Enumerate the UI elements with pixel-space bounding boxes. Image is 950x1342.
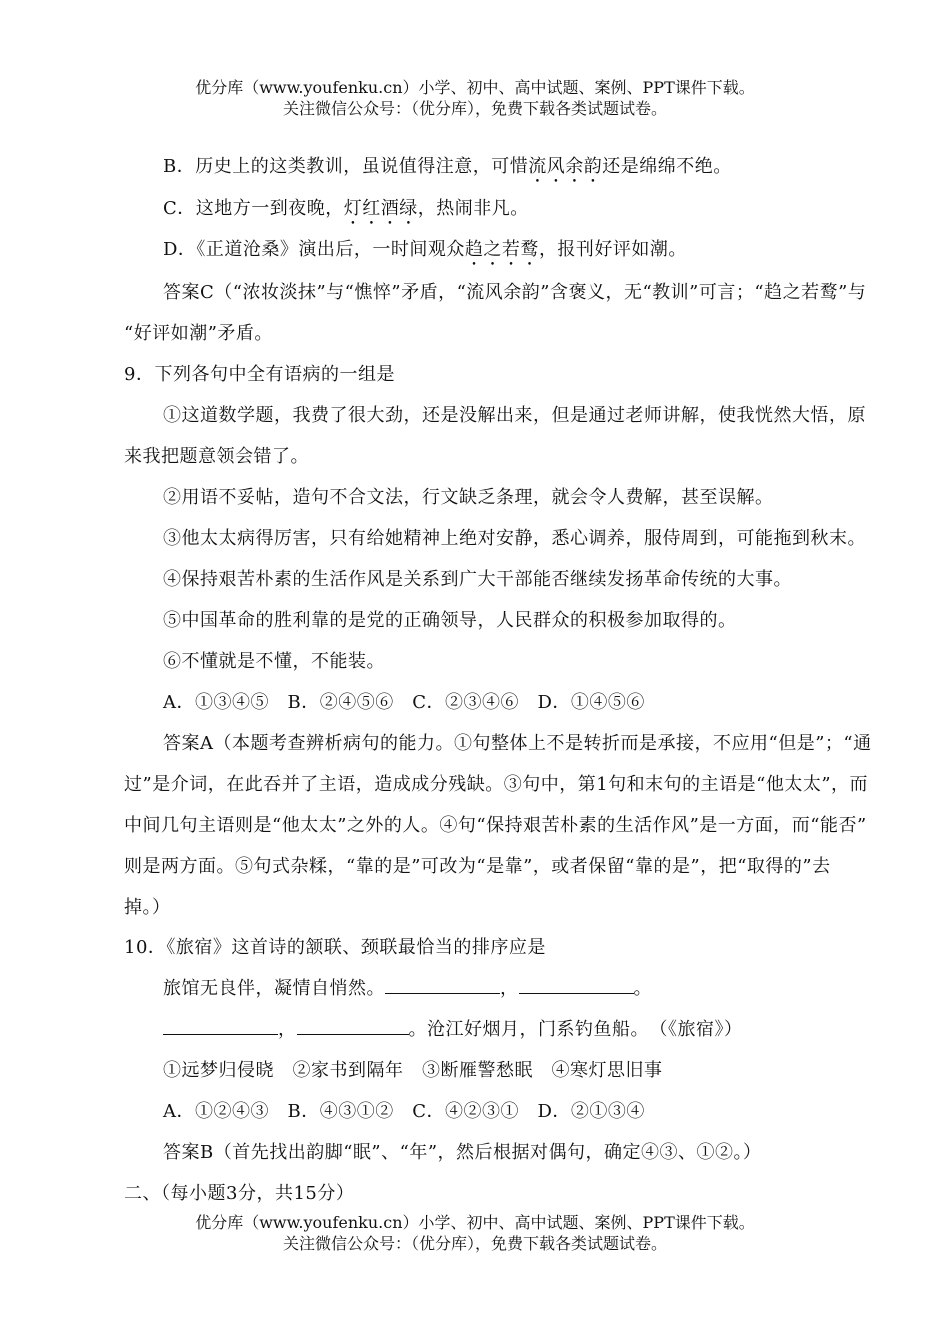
q8-option-b-pre: B．历史上的这类教训，虽说值得注意，可惜 xyxy=(163,156,529,177)
q10-blank-3[interactable] xyxy=(163,1020,278,1035)
page-header xyxy=(0,77,950,119)
q9-answer-line-1: 答案A（本题考查辨析病句的能力。①句整体上不是转折而是承接，不应用“但是”；“通 xyxy=(163,733,872,754)
q10-poem-line-2 xyxy=(163,1015,743,1041)
q9-sentence-6: ⑥不懂就是不懂，不能装。 xyxy=(163,651,385,672)
q10-options: A．①②④③ B．④③①② C．④②③① D．②①③④ xyxy=(163,1101,645,1122)
q9-stem: 9．下列各句中全有语病的一组是 xyxy=(124,364,395,385)
q9-answer-line-3: 中间几句主语则是“他太太”之外的人。④句“保持艰苦朴素的生活作风”是一方面，而“能否” xyxy=(124,815,867,836)
header-line-2: 关注微信公众号：（优分库），免费下载各类试题试卷。 xyxy=(282,99,667,118)
q10-stem: 10．《旅宿》这首诗的颔联、颈联最恰当的排序应是 xyxy=(124,937,546,958)
q9-answer-line-5: 掉。） xyxy=(124,897,171,918)
q10-poem-line-1-text: 旅馆无良伴，凝情自悄然。 xyxy=(163,978,385,999)
q8-option-b xyxy=(163,152,732,187)
page-footer xyxy=(0,1212,950,1254)
q10-blank-1[interactable] xyxy=(385,979,500,994)
q8-option-c xyxy=(163,194,529,229)
header-line-1: 优分库（www.youfenku.cn）小学、初中、高中试题、案例、PPT课件下载。 xyxy=(195,78,755,97)
q10-poem-comma-1: ， xyxy=(500,978,519,999)
q8-option-d-post: ，报刊好评如潮。 xyxy=(538,239,687,260)
q9-answer-line-2: 过”是介词，在此吞并了主语，造成成分残缺。③句中，第1句和末句的主语是“他太太”，而 xyxy=(124,774,869,795)
q9-sentence-4: ④保持艰苦朴素的生活作风是关系到广大干部能否继续发扬革命传统的大事。 xyxy=(163,569,792,590)
q9-sentence-2: ②用语不妥帖，造句不合文法，行文缺乏条理，就会令人费解，甚至误解。 xyxy=(163,487,774,508)
q9-sentence-1-line-2: 来我把题意领会错了。 xyxy=(124,446,309,467)
footer-line-2: 关注微信公众号：（优分库），免费下载各类试题试卷。 xyxy=(282,1234,667,1253)
q10-poem-comma-2: ， xyxy=(278,1019,297,1040)
q8-option-d xyxy=(163,235,687,270)
q10-poem-line-1 xyxy=(163,974,652,1000)
section-2-heading: 二、（每小题3分，共15分） xyxy=(124,1183,355,1204)
q8-answer-line-1: 答案C（“浓妆淡抹”与“憔悴”矛盾，“流风余韵”含褒义，无“教训”可言；“趋之若鹜”与 xyxy=(163,282,867,303)
q10-blank-4[interactable] xyxy=(297,1020,409,1035)
q10-items: ①远梦归侵晓 ②家书到隔年 ③断雁警愁眠 ④寒灯思旧事 xyxy=(163,1060,663,1081)
q8-option-b-dotted: 流风余韵 xyxy=(528,156,603,177)
q8-option-d-dotted: 趋之若鹜 xyxy=(464,239,539,260)
q10-poem-line-2-text: 。沧江好烟月，门系钓鱼船。 （《旅宿》） xyxy=(408,1019,743,1040)
q9-answer-line-4: 则是两方面。⑤句式杂糅，“靠的是”可改为“是靠”，或者保留“靠的是”，把“取得的”去 xyxy=(124,856,831,877)
q10-blank-2[interactable] xyxy=(519,979,634,994)
q9-options: A．①③④⑤ B．②④⑤⑥ C．②③④⑥ D．①④⑤⑥ xyxy=(163,692,645,713)
q10-poem-period-1: 。 xyxy=(633,978,652,999)
q8-option-b-post: 还是绵绵不绝。 xyxy=(602,156,732,177)
q9-sentence-5: ⑤中国革命的胜利靠的是党的正确领导，人民群众的积极参加取得的。 xyxy=(163,610,737,631)
q8-option-c-dotted: 灯红酒绿 xyxy=(343,198,418,219)
q9-sentence-3: ③他太太病得厉害，只有给她精神上绝对安静，悉心调养，服侍周到，可能拖到秋末。 xyxy=(163,528,866,549)
q10-answer: 答案B（首先找出韵脚“眠”、“年”，然后根据对偶句，确定④③、①②。） xyxy=(163,1142,762,1163)
q8-answer-line-2: “好评如潮”矛盾。 xyxy=(124,323,273,344)
q8-option-c-post: ，热闹非凡。 xyxy=(417,198,529,219)
q8-option-c-pre: C．这地方一到夜晚， xyxy=(163,198,344,219)
footer-line-1: 优分库（www.youfenku.cn）小学、初中、高中试题、案例、PPT课件下载。 xyxy=(195,1213,755,1232)
q8-option-d-pre: D．《正道沧桑》演出后，一时间观众 xyxy=(163,239,465,260)
q9-sentence-1-line-1: ①这道数学题，我费了很大劲，还是没解出来，但是通过老师讲解，使我恍然大悟，原 xyxy=(163,405,866,426)
